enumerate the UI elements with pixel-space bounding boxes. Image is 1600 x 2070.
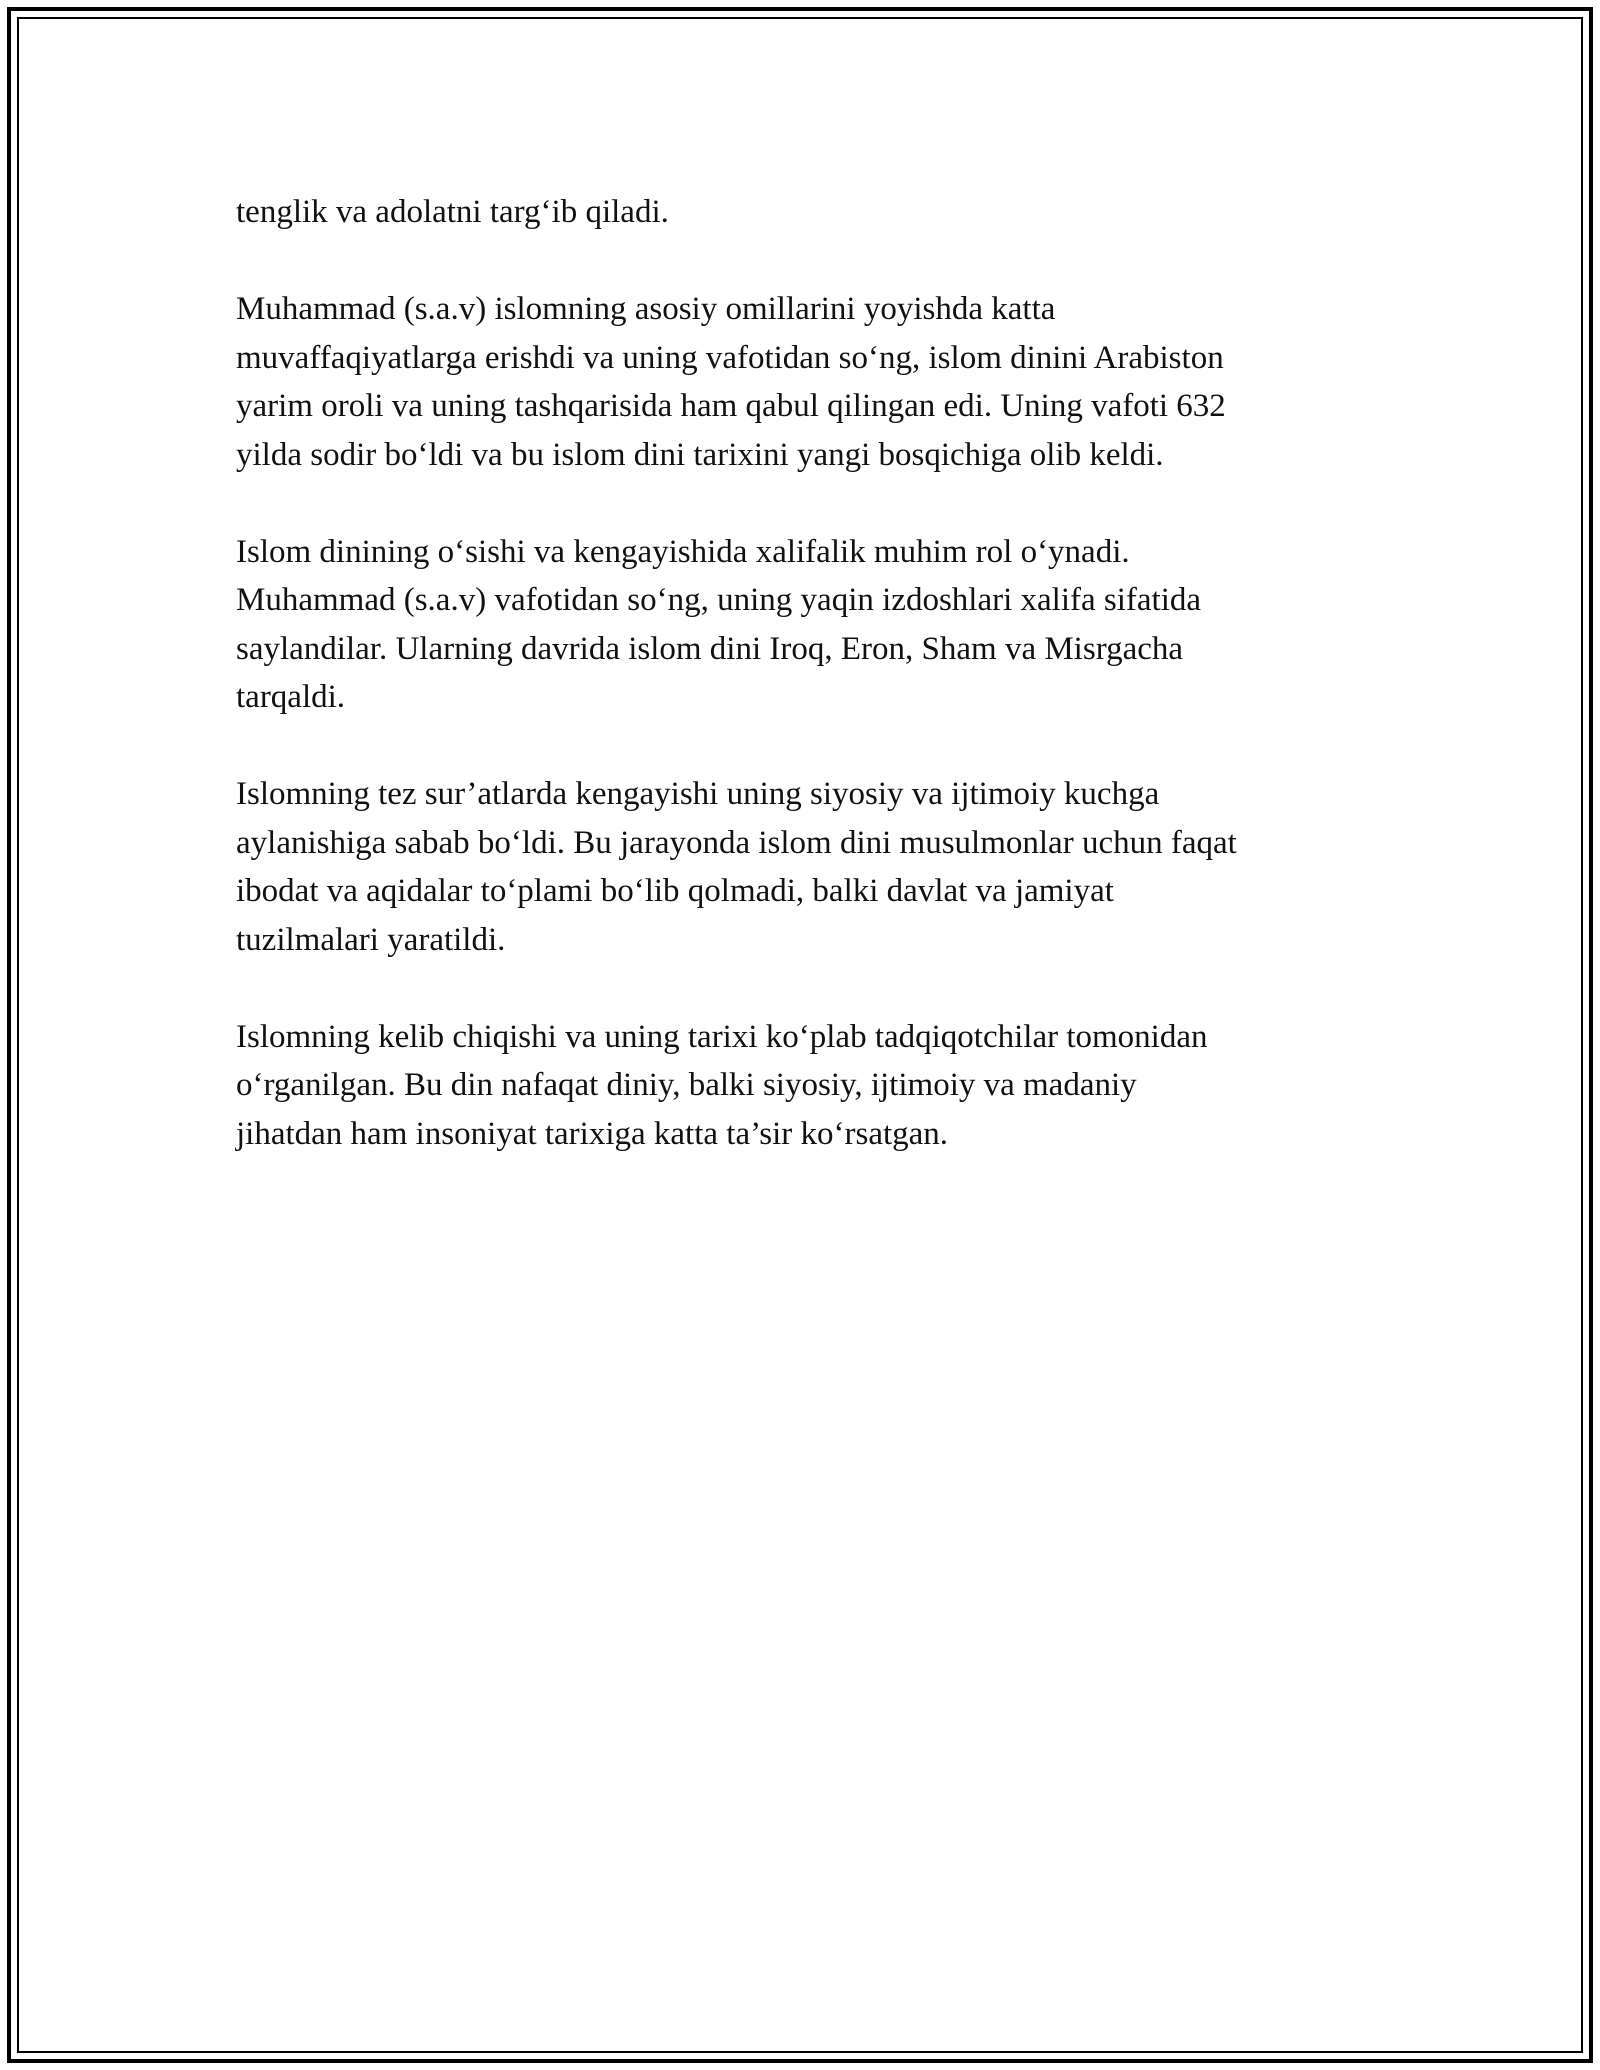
- text-line: muvaffaqiyatlarga erishdi va uning vafotidan so‘ng, islom dinini Arabiston: [236, 339, 1224, 376]
- text-line: aylanishiga sabab bo‘ldi. Bu jarayonda islom dini musulmonlar uchun faqat: [236, 824, 1237, 861]
- text-line: tuzilmalari yaratildi.: [236, 921, 506, 958]
- paragraph-2: [236, 285, 1364, 479]
- paragraph-3: [236, 528, 1364, 722]
- document-body: [236, 188, 1364, 1207]
- paragraph-5: [236, 1013, 1364, 1159]
- text-line: Muhammad (s.a.v) vafotidan so‘ng, uning yaqin izdoshlari xalifa sifatida: [236, 582, 1202, 618]
- text-line: ibodat va aqidalar to‘plami bo‘lib qolmadi, balki davlat va jamiyat: [236, 873, 1114, 909]
- text-line: Islom dinining o‘sishi va kengayishida xalifalik muhim rol o‘ynadi.: [236, 533, 1130, 570]
- text-line: saylandilar. Ularning davrida islom dini Iroq, Eron, Sham va Misrgacha: [236, 630, 1184, 667]
- text-line: Muhammad (s.a.v) islomning asosiy omillarini yoyishda katta: [236, 291, 1056, 327]
- text-line: jihatdan ham insoniyat tarixiga katta ta’sir ko‘rsatgan.: [236, 1115, 949, 1152]
- text-line: Islomning kelib chiqishi va uning tarixi ko‘plab tadqiqotchilar tomonidan: [236, 1018, 1208, 1055]
- text-line: tenglik va adolatni targ‘ib qiladi.: [236, 194, 669, 230]
- text-line: yilda sodir bo‘ldi va bu islom dini tarixini yangi bosqichiga olib keldi.: [236, 436, 1164, 473]
- paragraph-4: [236, 770, 1364, 964]
- text-line: tarqaldi.: [236, 679, 346, 715]
- text-line: Islomning tez sur’atlarda kengayishi uning siyosiy va ijtimoiy kuchga: [236, 776, 1160, 812]
- paragraph-1: [236, 188, 1364, 237]
- text-line: o‘rganilgan. Bu din nafaqat diniy, balki siyosiy, ijtimoiy va madaniy: [236, 1067, 1137, 1103]
- text-line: yarim oroli va uning tashqarisida ham qabul qilingan edi. Uning vafoti 632: [236, 388, 1226, 424]
